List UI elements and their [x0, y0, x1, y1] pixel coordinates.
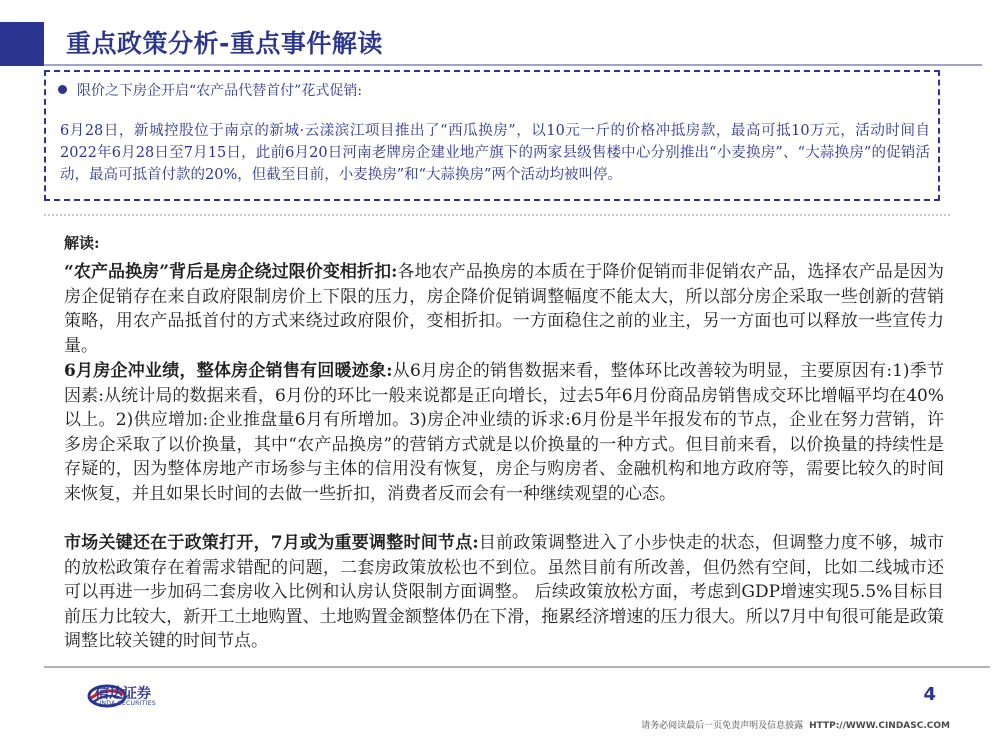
logo-name: 信达证券	[95, 686, 151, 702]
paragraph-text: 各地农产品换房的本质在于降价促销而非促销农产品，选择农产品是因为房企促销存在来自政府限制房价上下限的压力，房企降价促销调整幅度不能太大，所以部分房企采取一些创新的营销策略，用农产品抵首付的方式来绕过政府限价，变相折扣。一方面稳住之前的业主，另一方面也可以释放一些宣传力量。	[64, 262, 944, 356]
paragraph-lead: “农产品换房”背后是房企绕过限价变相折扣:	[64, 262, 398, 282]
paragraph-text: 目前政策调整进入了小步快走的状态，但调整力度不够，城市的放松政策存在着需求错配的问题，二套房政策放松也不到位。虽然目前有所改善，但仍然有空间，比如二线城市还可以再进一步加码二套房收入比例和认房认贷限制方面调整。 后续政策放松方面，考虑到GDP增速实现5.5%目标目前压力比较大，新开工土地购置、土地购置金额整体仍在下滑，拖累经济增速的压力很大。所以7月中旬很可能是政策调整比较关键的时间节点。	[64, 533, 944, 651]
footer-disclaimer	[641, 718, 950, 731]
paragraph-text: 从6月房企的销售数据来看，整体环比改善较为明显，主要原因有:1)季节因素:从统计局的数据来看，6月份的环比一般来说都是正向增长，过去5年6月份商品房销售成交环比增幅平均在40%以上。2)供应增加:企业推盘量6月有所增加。3)房企冲业绩的诉求:6月份是半年报发布的节点，企业在努力营销，许多房企采取了以价换量，其中“农产品换房”的营销方式就是以价换量的一种方式。但目前来看，以价换量的持续性是存疑的，因为整体房地产市场参与主体的信用没有恢复，房企与购房者、金融机构和地方政府等，需要比较久的时间来恢复，并且如果长时间的去做一些折扣，消费者反而会有一种继续观望的心态。	[64, 361, 944, 504]
news-box	[44, 70, 940, 201]
analysis-paragraph	[64, 260, 944, 358]
footer-divider	[44, 666, 990, 668]
logo-name-en: CINDA SECURITIES	[95, 700, 156, 707]
header-accent-block	[0, 22, 44, 66]
analysis-paragraph	[64, 531, 944, 654]
title-divider	[44, 64, 982, 66]
analysis-paragraph	[64, 359, 944, 506]
paragraph-lead: 6月房企冲业绩，整体房企销售有回暖迹象:	[64, 361, 393, 381]
news-body: 6月28日，新城控股位于南京的新城·云漾滨江项目推出了“西瓜换房”，以10元一斤的价格冲抵房款，最高可抵10万元，活动时间自2022年6月28日至7月15日，此前6月20日河南老牌房企建业地产旗下的两家县级售楼中心分别推出“小麦换房”、“大蒜换房”的促销活动，最高可抵首付款的20%，但截至目前，小麦换房”和“大蒜换房”两个活动均被叫停。	[60, 123, 930, 183]
paragraph-lead: 市场关键还在于政策打开，7月或为重要调整时间节点:	[64, 533, 479, 553]
news-heading-text: 限价之下房企开启“农产品代替首付”花式促销:	[77, 83, 363, 99]
news-heading	[58, 80, 362, 100]
analysis-label: 解读:	[64, 234, 100, 252]
page-title: 重点政策分析-重点事件解读	[66, 29, 383, 58]
disclaimer-text: 请务必阅读最后一页免责声明及信息披露	[641, 721, 804, 731]
website-link[interactable]: HTTP://WWW.CINDASC.COM	[809, 721, 950, 731]
section-divider	[44, 214, 950, 216]
page-number: 4	[923, 684, 936, 705]
bullet-icon	[58, 85, 67, 94]
